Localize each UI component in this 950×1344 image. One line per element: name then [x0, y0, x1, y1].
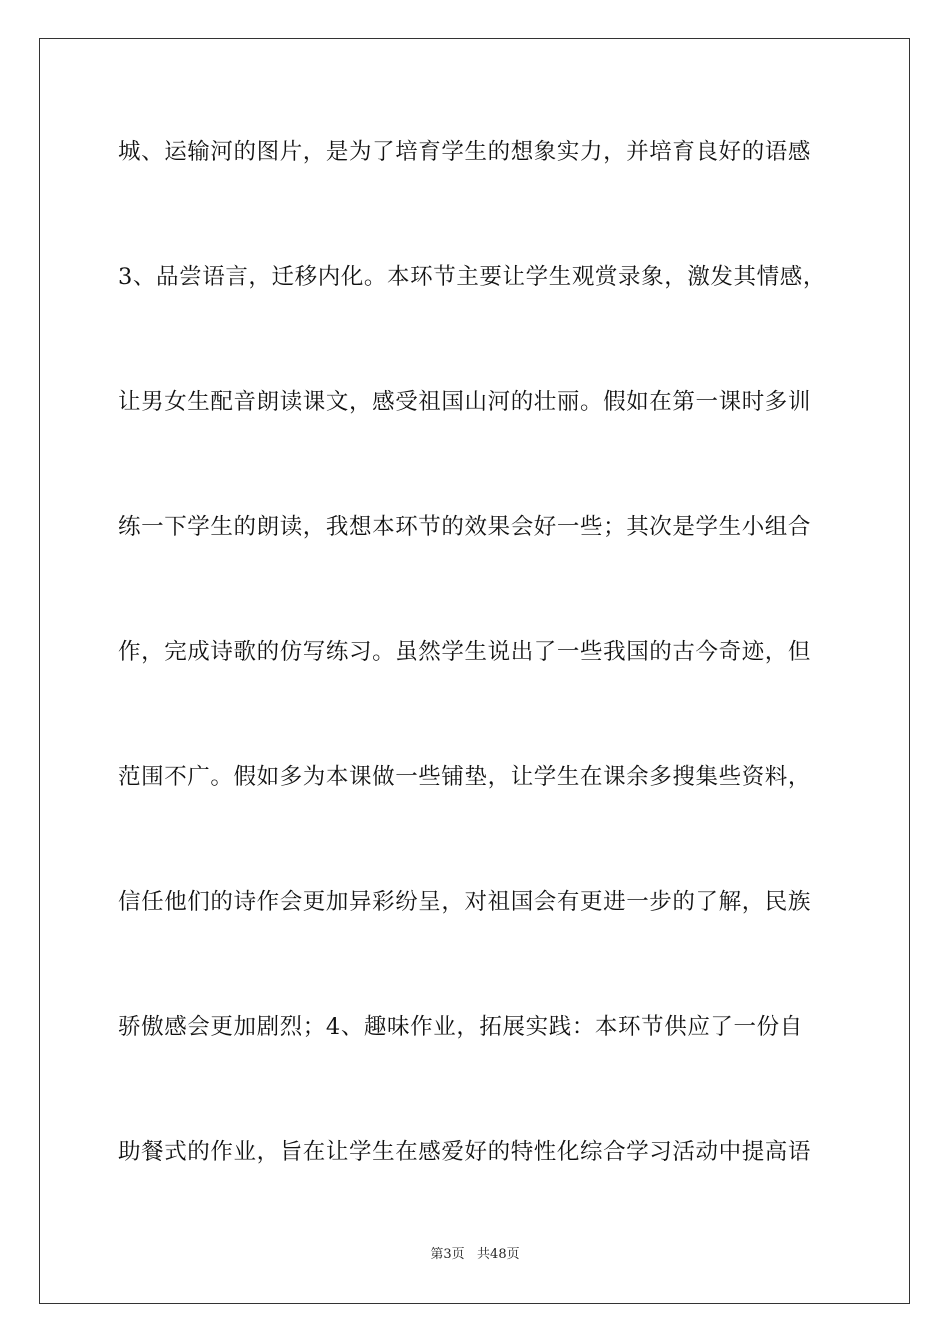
body-text-line-9: 助餐式的作业，旨在让学生在感爱好的特性化综合学习活动中提高语 — [118, 1139, 812, 1165]
body-text-line-2: 3、品尝语言，迁移内化。本环节主要让学生观赏录象，激发其情感， — [118, 264, 826, 290]
body-text-line-8: 骄傲感会更加剧烈；4、趣味作业，拓展实践：本环节供应了一份自 — [118, 1014, 803, 1040]
body-text-line-5: 作，完成诗歌的仿写练习。虽然学生说出了一些我国的古今奇迹，但 — [118, 639, 812, 665]
page-number-footer: 第3页 共48页 — [430, 1247, 520, 1262]
body-text-line-3: 让男女生配音朗读课文，感受祖国山河的壮丽。假如在第一课时多训 — [118, 389, 812, 415]
body-text-line-6: 范围不广。假如多为本课做一些铺垫，让学生在课余多搜集些资料， — [118, 764, 812, 790]
body-text-line-1: 城、运输河的图片，是为了培育学生的想象实力，并培育良好的语感 — [118, 139, 812, 165]
body-text-line-7: 信任他们的诗作会更加异彩纷呈，对祖国会有更进一步的了解，民族 — [118, 889, 812, 915]
body-text-line-4: 练一下学生的朗读，我想本环节的效果会好一些；其次是学生小组合 — [118, 514, 812, 540]
page-border — [39, 38, 910, 1304]
